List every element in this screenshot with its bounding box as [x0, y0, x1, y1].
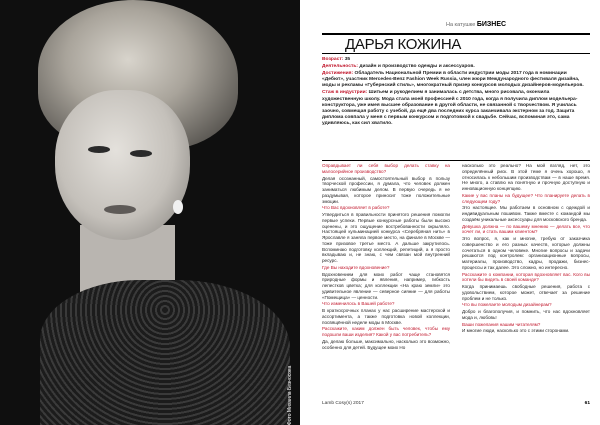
mid-rule	[322, 160, 590, 161]
question: Какие у вас планы на будущее? Что планируете делать в следующем году?	[462, 192, 590, 204]
face	[55, 90, 190, 240]
question: Девушка должна — по вашему мнению — делать все, что хочет ли, и стать вашим клиентом?	[462, 223, 590, 235]
question: Расскажите о компании, которая вдохновляет вас. Кого вы хотели бы видеть в своей команде?	[462, 271, 590, 283]
paragraph: Делая осознанный, самостоятельный выбор в пользу творческой профессии, я думала, что человек должен заниматься любимым делом. В первую очередь я не раздумывая, которое приносит тоже положительные эмоции.	[322, 175, 450, 204]
section-name: БИЗНЕС	[476, 21, 507, 28]
question: Что изменилось в Вашей работе?	[322, 301, 395, 307]
bio-activity: Деятельность: дизайн и производство одежды и аксессуаров.	[322, 64, 475, 70]
bio-block	[322, 57, 590, 128]
photo-credit: Фото Михаила Безносова	[287, 365, 293, 425]
question: Ваши пожелания нашим читателям?	[462, 321, 541, 327]
paragraph: В краткосрочных планах у нас расширение мастерской и ассортимента, а также подготовка новой коллекции, посвящённой неделе моды в Москве.	[322, 308, 450, 325]
paragraph: Это вопрос, я, как и многие, требую от заказчика совершенство и его разных качеств, которые должны сочетаться в одном человеке. Многие вопросы и задачи решаются под контролем: организационные вопросы, материалы, производство, кадры, продажи, бизнес-процессы и так далее. Это сложно, но интересно.	[462, 236, 590, 270]
paragraph: насколько это реально? На мой взгляд, нет, это определённый риск. В этой теме я очень хорошо, я относилась к небольшим производствам — в наше время. Не много, а ставлю на понятную и прочную доступную и инновационную концепцию.	[462, 163, 590, 191]
lace-dress	[40, 280, 290, 425]
section-label: На катушке БИЗНЕС	[446, 21, 507, 28]
name-underline	[322, 53, 590, 54]
column-right	[462, 163, 590, 335]
question: Расскажите, каким должен быть человек, чтобы ему подошли ваши изделия? Какой у вас потребитель?	[322, 326, 450, 337]
paragraph: И многие люди, насколько это с этими сторонами.	[462, 328, 570, 334]
question: Что Вас вдохновляет в работе?	[322, 205, 390, 211]
column-left	[322, 163, 450, 351]
article-page	[300, 0, 600, 425]
bio-achievements: Достижения: Обладатель Национальной Премии в области индустрии моды 2017 года в номинации «Дебют», участник Mercedes-Benz Fashion Week Russia, член жюри Международного фестиваля дизайна, моды и рекламы «Губернский стиль», многократный призер конкурсов молодых дизайнеров-модельеров.	[322, 71, 584, 89]
paragraph: Утвердиться в правильности принятого решения помогли первые успехи. Первые конкурсные работы были высоко оценены, и это ощущение востребованности окрыляло. Настоящей кульминацией конкурса «Серебряная нить» в Ярославле я заняла первое место, на финале в Москве — тоже призовое третье место. А дальше закрутилось. Вспоминаю подготовку коллекций, репетиций, а я просто вкладываю и, не знаю, с чем связан мой внутренний ресурс.	[322, 212, 450, 263]
question: Оправдывает ли себя выбор делать ставку на малосерийное производство?	[322, 163, 450, 174]
top-rule	[322, 33, 590, 35]
question: Где Вы находите вдохновение?	[322, 264, 390, 270]
paragraph: Когда принимаешь свободные решения, работа с удовольствием, которое может, отвечает за решение проблем и не только.	[462, 284, 590, 301]
paragraph: Добро и благополучия, и помнить, что нас вдохновляет мода и, любовь!	[462, 309, 590, 320]
earring	[173, 200, 183, 214]
lips	[104, 205, 136, 214]
paragraph: Вдохновением для моих работ чаще становятся природные формы и явления, например, гибкость лепестков цветка; для коллекции «На краю земли» это удивительное явление — северное сияние — для работы «Помещица» — ценности.	[322, 271, 450, 300]
paragraph: Да, делаю больше, максимально, насколько это возможно, особенно для детей. Будущее моих Но	[322, 338, 450, 350]
paragraph: Это настоящее. Мы работаем в основном с одеждой и индивидуальным пошивом. Также вместе с командой мы создаём уникальные аксессуары для московского бренда.	[462, 205, 590, 222]
bio-experience: Стаж в индустрии: Шитьем и рукоделием я занималась с детства, много рисовала, окончила художественную школу. Мода стала моей профессией с 2010 года, когда я получила диплом модельера-конструктора, уже имея высшее образование в другой области, не связанной с творчеством. Я училась заочно, совмещая работу с учебой, да ещё два последних курса заканчивала экстерном за год. Защита диплома совпала у меня с первым конкурсом и подготовкой к свадьбе. Сейчас, вспоминая это, сама удивляюсь, как сил хватило.	[322, 90, 578, 126]
question: Что вы пожелаете молодым дизайнерам?	[462, 302, 552, 308]
bio-age: Возраст: 35	[322, 57, 351, 62]
person-name: ДАРЬЯ КОЖИНА	[345, 36, 462, 53]
page-footer	[322, 401, 590, 406]
right-eye	[130, 150, 152, 157]
page-number: 61	[584, 401, 590, 406]
left-eye	[88, 146, 110, 153]
magazine-issue: Lamb Cosy(s) 2017	[322, 401, 364, 406]
